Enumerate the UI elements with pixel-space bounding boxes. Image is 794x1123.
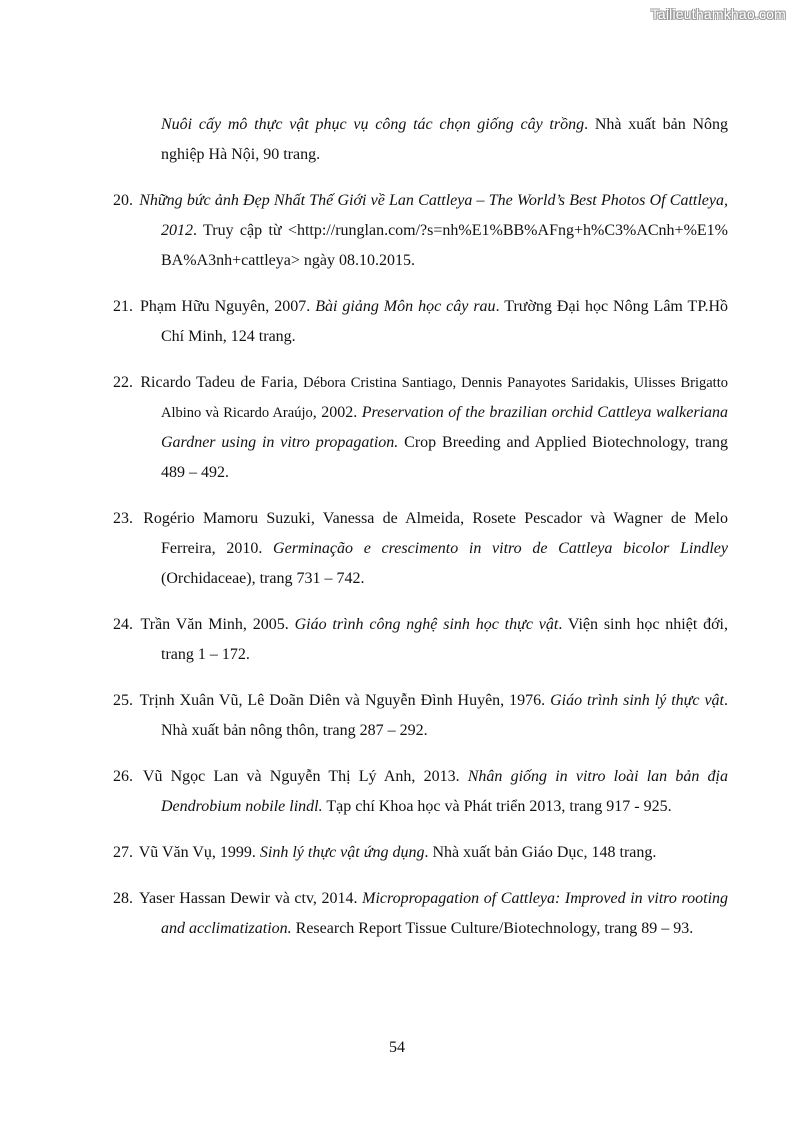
reference-authors: Phạm Hữu Nguyên, 2007.	[135, 298, 316, 315]
reference-item-25	[113, 686, 728, 746]
reference-publisher: Research Report Tissue Culture/Biotechnology, trang 89 – 93.	[291, 920, 694, 937]
reference-authors: Yaser Hassan Dewir và ctv, 2014.	[135, 890, 363, 907]
reference-title: Germinação e crescimento in vitro de Cattleya bicolor Lindley	[273, 540, 728, 557]
reference-title: Giáo trình sinh lý thực vật	[550, 692, 725, 709]
reference-title: Những bức ảnh Đẹp Nhất Thế Giới về Lan Cattleya – The World’s Best Photos Of Cattleya, 2012	[139, 192, 729, 239]
reference-item-28	[113, 884, 728, 944]
reference-number: 25.	[113, 692, 133, 709]
reference-access-text: . Truy cập từ	[193, 222, 288, 239]
reference-number: 20.	[113, 192, 133, 209]
reference-url[interactable]: <http://runglan.com/?s=nh%E1%BB%AFng+h%C3%ACnh+%E1%BA%A3nh+cattleya>	[161, 222, 728, 269]
reference-publisher: . Nhà xuất bản Nông nghiệp Hà Nội, 90 trang.	[161, 116, 729, 163]
page-number: 54	[389, 1039, 405, 1056]
reference-item-26	[113, 762, 728, 822]
reference-item-20	[113, 186, 728, 276]
reference-publisher: (Orchidaceae), trang 731 – 742.	[161, 570, 365, 587]
reference-item-continued	[113, 110, 728, 170]
reference-publisher: . Nhà xuất bản nông thôn, trang 287 – 292.	[161, 692, 729, 739]
reference-publisher: Tạp chí Khoa học và Phát triển 2013, trang 917 - 925.	[322, 798, 672, 815]
reference-list	[113, 110, 728, 960]
reference-number: 21.	[113, 298, 133, 315]
reference-publisher: . Nhà xuất bản Giáo Dục, 148 trang.	[424, 844, 657, 861]
reference-title: Preservation of the brazilian orchid Cattleya walkeriana Gardner using in vitro propagation.	[161, 404, 729, 451]
reference-title: Micropropagation of Cattleya: Improved in vitro rooting and acclimatization.	[161, 890, 729, 937]
reference-publisher: . Viện sinh học nhiệt đới, trang 1 – 172.	[161, 616, 728, 663]
reference-item-21	[113, 292, 728, 352]
reference-item-24	[113, 610, 728, 670]
reference-publisher: . Trường Đại học Nông Lâm TP.Hồ Chí Minh, 124 trang.	[161, 298, 729, 345]
reference-number: 26.	[113, 768, 133, 785]
reference-title: Sinh lý thực vật ứng dụng	[259, 844, 425, 861]
reference-publisher: Crop Breeding and Applied Biotechnology, trang 489 – 492.	[161, 434, 728, 481]
reference-authors: Trần Văn Minh, 2005.	[135, 616, 295, 633]
reference-title: Nuôi cấy mô thực vật phục vụ công tác chọn giống cây trồng	[161, 116, 585, 133]
reference-number: 24.	[113, 616, 133, 633]
reference-authors: Trịnh Xuân Vũ, Lê Doãn Diên và Nguyễn Đình Huyên, 1976.	[135, 692, 551, 709]
reference-number: 27.	[113, 844, 133, 861]
reference-item-23	[113, 504, 728, 594]
reference-item-22	[113, 368, 728, 488]
reference-title: Giáo trình công nghệ sinh học thực vật	[294, 616, 559, 633]
reference-title: Nhân giống in vitro loài lan bản địa Dendrobium nobile lindl.	[161, 768, 728, 815]
reference-authors: Rogério Mamoru Suzuki, Vanessa de Almeida, Rosete Pescador và Wagner de Melo Ferreira, 2010.	[135, 510, 728, 557]
reference-authors: Vũ Văn Vụ, 1999.	[135, 844, 260, 861]
reference-item-27	[113, 838, 728, 868]
reference-year: , 2002.	[312, 404, 362, 421]
reference-number: 22.	[113, 374, 133, 391]
reference-title: Bài giảng Môn học cây rau	[315, 298, 496, 315]
reference-number: 28.	[113, 890, 133, 907]
reference-authors: Vũ Ngọc Lan và Nguyễn Thị Lý Anh, 2013.	[135, 768, 468, 785]
reference-coauthors: Débora Cristina Santiago, Dennis Panayotes Saridakis, Ulisses Brigatto Albino và Ricardo Araújo	[161, 375, 728, 421]
reference-number: 23.	[113, 510, 133, 527]
watermark: Tailieuthamkhao.com	[650, 6, 786, 22]
reference-access-date: ngày 08.10.2015.	[299, 252, 416, 269]
reference-first-author: Ricardo Tadeu de Faria,	[135, 374, 304, 391]
